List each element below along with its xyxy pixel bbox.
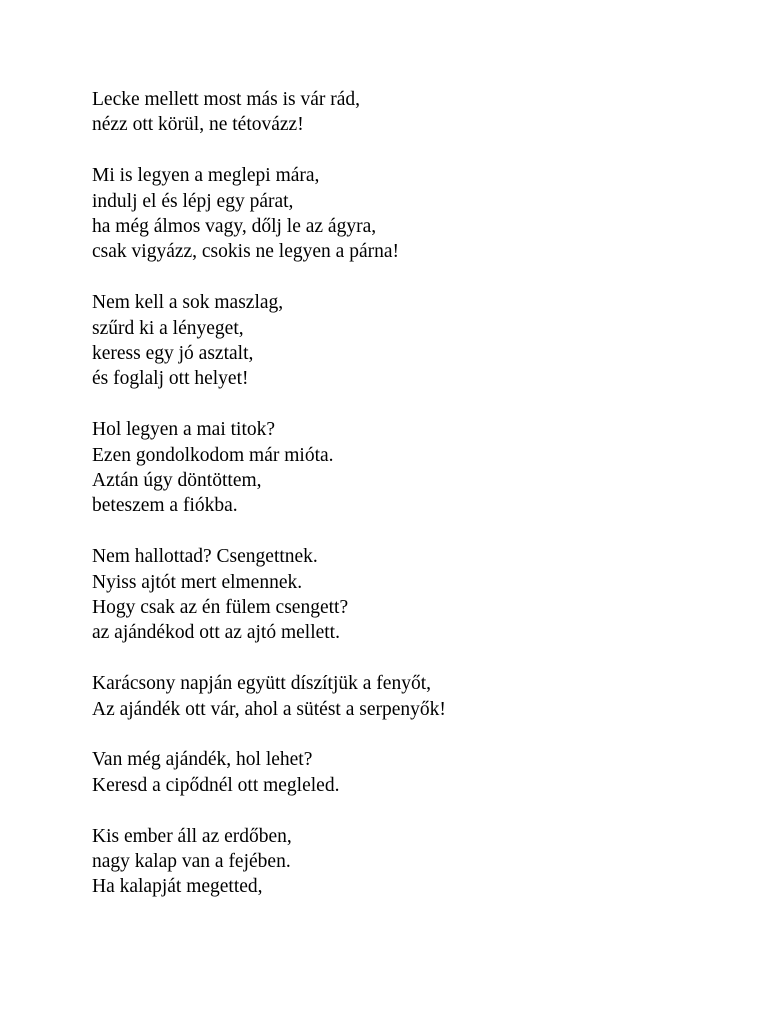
- poem-line: Az ajándék ott vár, ahol a sütést a serpenyők!: [92, 698, 446, 720]
- poem-line: keress egy jó asztalt,: [92, 343, 254, 365]
- poem-line: nagy kalap van a fejében.: [92, 851, 291, 873]
- poem-text: [92, 87, 732, 925]
- stanza-6: [92, 671, 732, 722]
- poem-line: Hol legyen a mai titok?: [92, 419, 276, 441]
- poem-line: Karácsony napján együtt díszítjük a fenyőt,: [92, 673, 431, 695]
- poem-line: az ajándékod ott az ajtó mellett.: [92, 622, 340, 644]
- poem-line: Kis ember áll az erdőben,: [92, 825, 292, 847]
- poem-line: Van még ajándék, hol lehet?: [92, 749, 313, 771]
- poem-line: indulj el és lépj egy párat,: [92, 190, 294, 212]
- poem-line: Mi is legyen a meglepi mára,: [92, 165, 320, 187]
- poem-line: csak vigyázz, csokis ne legyen a párna!: [92, 241, 399, 263]
- poem-line: Keresd a cipődnél ott megleled.: [92, 774, 340, 796]
- stanza-7: [92, 747, 732, 798]
- poem-line: Nem hallottad? Csengettnek.: [92, 546, 318, 568]
- poem-line: beteszem a fiókba.: [92, 495, 238, 517]
- poem-line: Aztán úgy döntöttem,: [92, 470, 262, 492]
- stanza-2: [92, 163, 732, 265]
- poem-line: Lecke mellett most más is vár rád,: [92, 89, 361, 110]
- poem-line: Ha kalapját megetted,: [92, 876, 263, 898]
- poem-line: nézz ott körül, ne tétovázz!: [92, 114, 304, 136]
- stanza-3: [92, 290, 732, 392]
- poem-line: ha még álmos vagy, dőlj le az ágyra,: [92, 216, 377, 238]
- stanza-5: [92, 544, 732, 646]
- poem-line: és foglalj ott helyet!: [92, 368, 249, 390]
- poem-line: Ezen gondolkodom már mióta.: [92, 444, 334, 466]
- stanza-4: [92, 417, 732, 519]
- poem-line: szűrd ki a lényeget,: [92, 317, 244, 339]
- stanza-8: [92, 824, 732, 900]
- stanza-1: [92, 87, 732, 138]
- poem-line: Nyiss ajtót mert elmennek.: [92, 571, 303, 593]
- poem-line: Nem kell a sok maszlag,: [92, 292, 284, 314]
- poem-line: Hogy csak az én fülem csengett?: [92, 597, 349, 619]
